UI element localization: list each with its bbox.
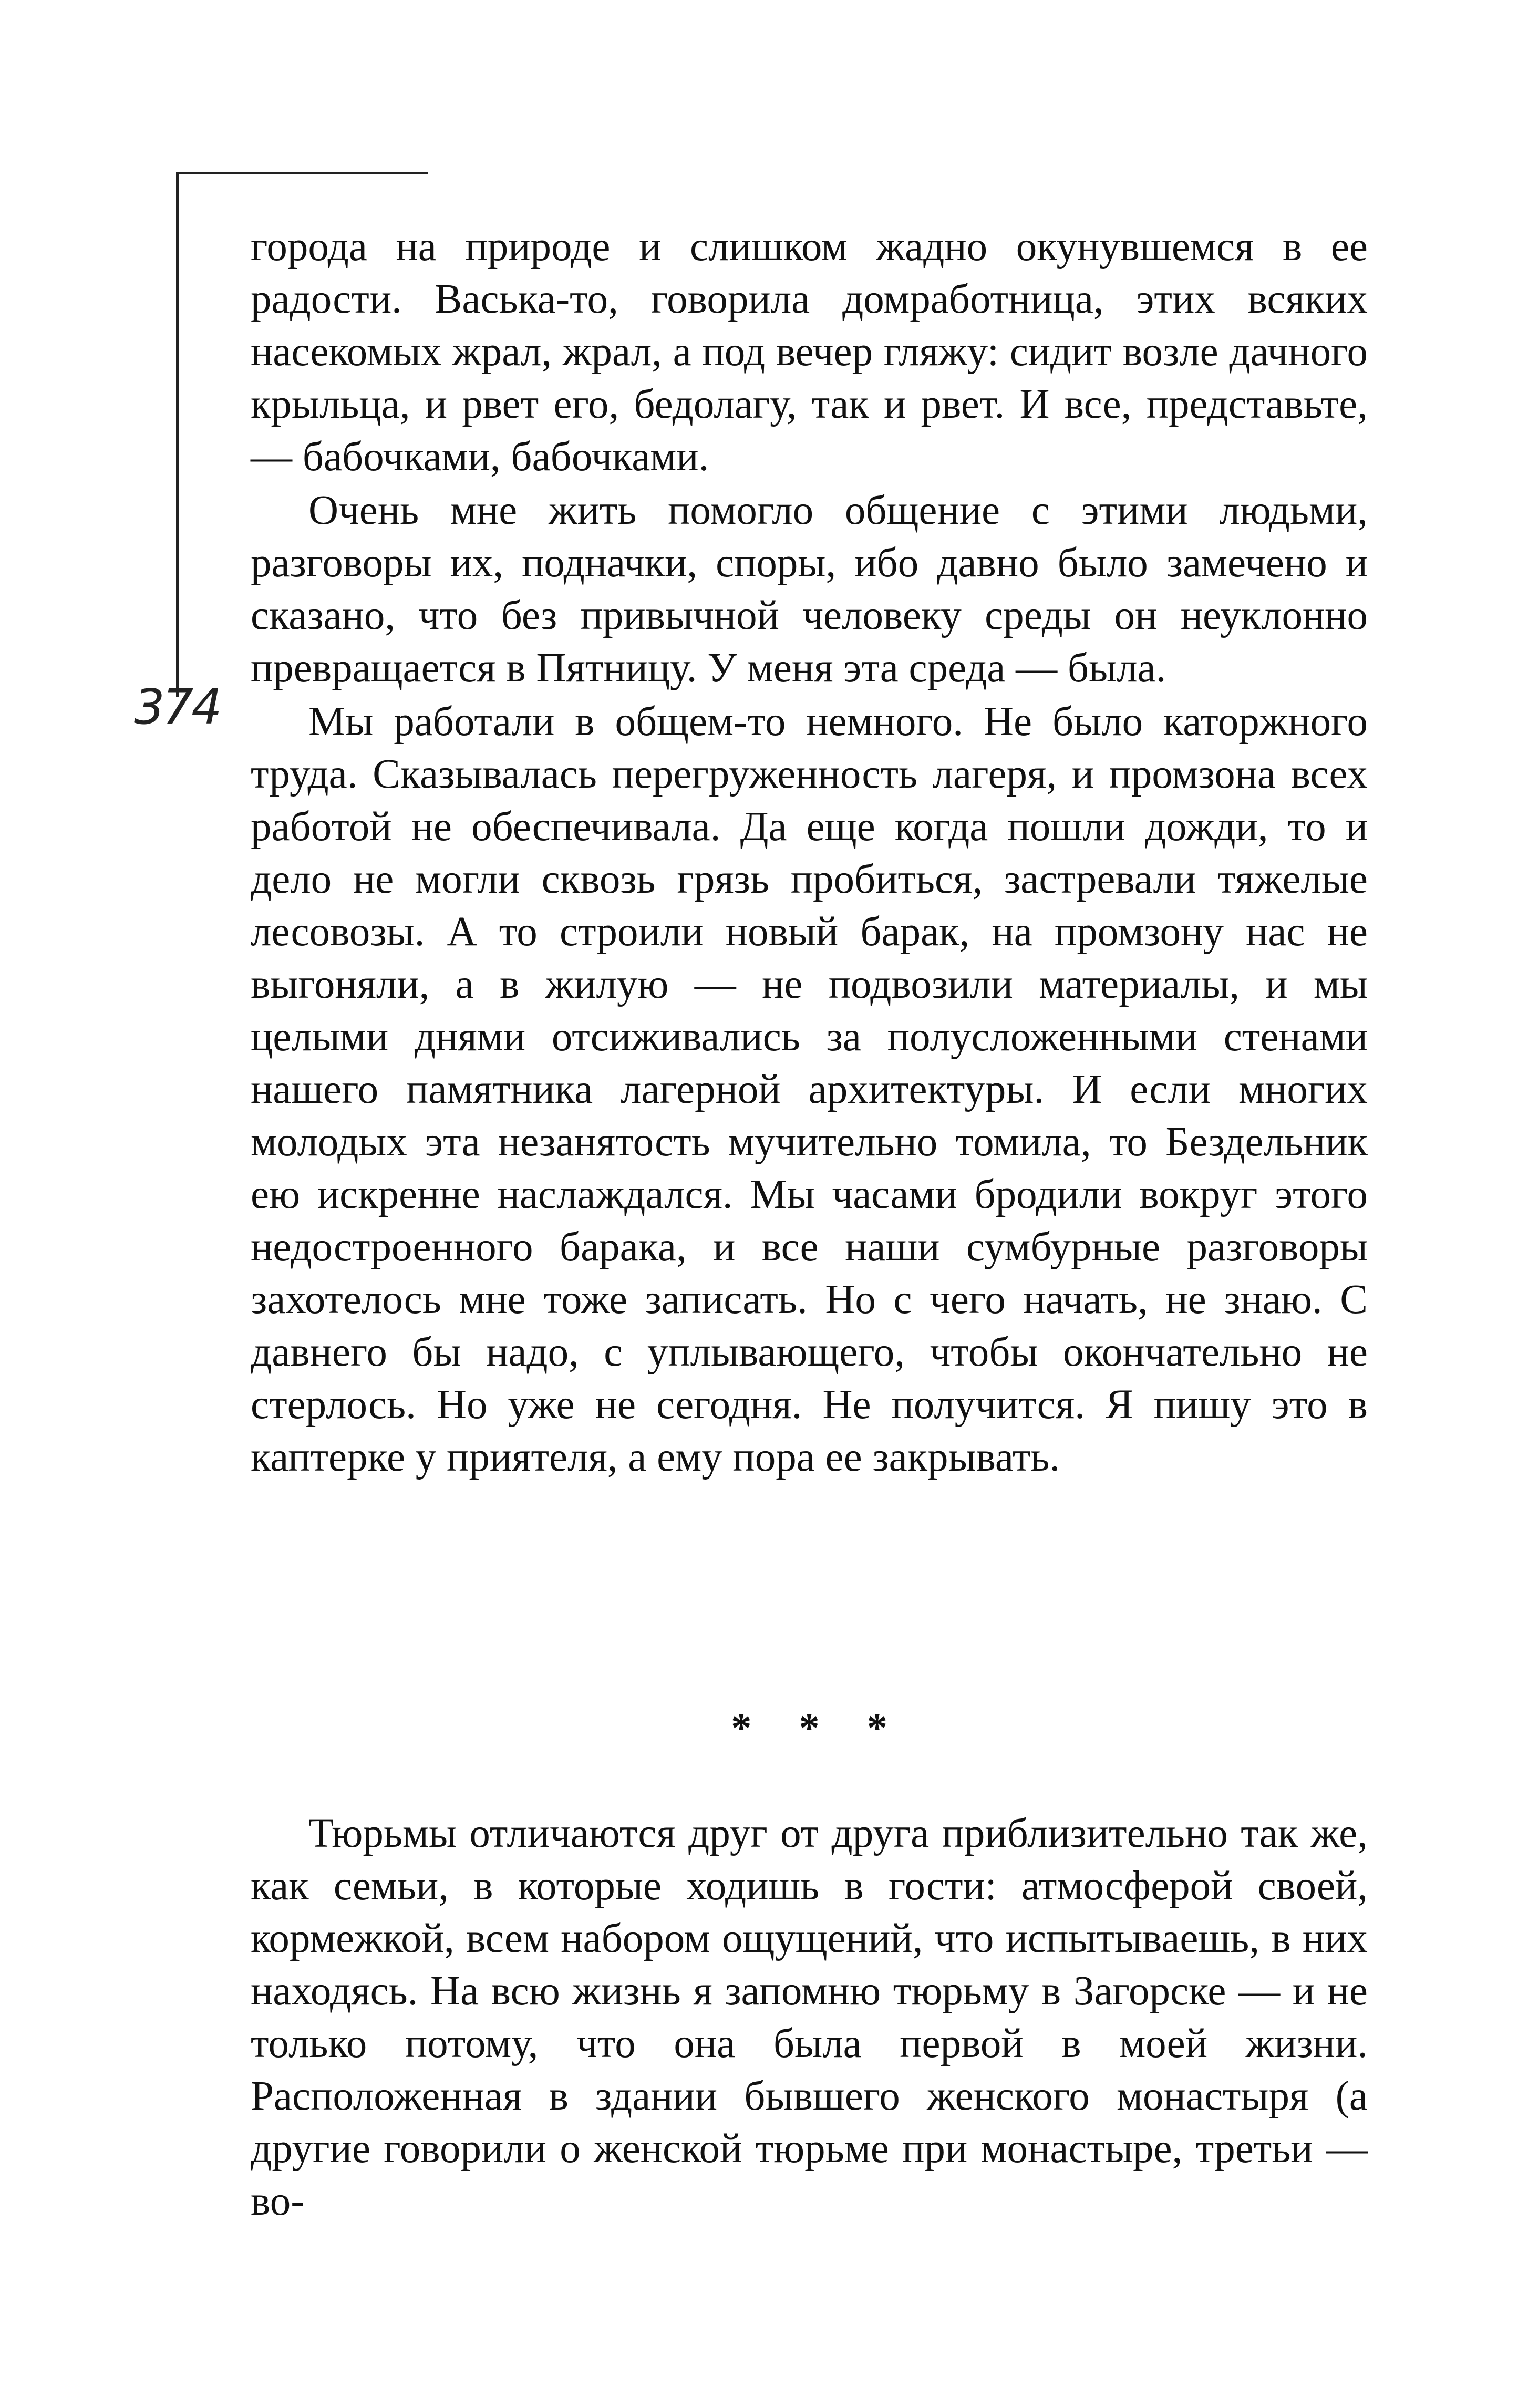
paragraph: Мы работали в общем-то немного. Не было каторжного труда. Сказывалась перегруженность лагеря, и промзона всех работой не обеспечивала. Да еще когда пошли дожди, то и дело не могли сквозь грязь пробиться, застревали тяжелые лесовозы. А то строили новый барак, на промзону нас не выгоняли, а в жилую — не подвозили материалы, и мы целыми днями отсиживались за полусложенными стенами нашего памятника лагерной архитектуры. И если многих молодых эта незанятость мучительно томила, то Бездельник ею искренне наслаждался. Мы часами бродили вокруг этого недостроенного барака, и все наши сумбурные разговоры захотелось мне тоже записать. Но с чего начать, не знаю. С давнего бы надо, с уплывающего, чтобы окончательно не стерлось. Но уже не сегодня. Не получится. Я пишу это в каптерке у приятеля, а ему пора ее закрывать. <box>251 699 1368 1480</box>
text-block-bottom <box>251 1807 1368 2228</box>
paragraph: Очень мне жить помогло общение с этими людьми, разговоры их, подначки, споры, ибо давно было замечено и сказано, что без привычной человеку среды он неуклонно превращается в Пятницу. У меня эта среда — была. <box>251 488 1368 691</box>
text-block-top <box>251 221 1368 1484</box>
paragraph: Тюрьмы отличаются друг от друга приблизительно так же, как семьи, в которые ходишь в гости: атмосферой своей, кормежкой, всем набором ощущений, что испытываешь, в них находясь. На всю жизнь я запомню тюрьму в Загорске — и не только потому, что она была первой в моей жизни. Расположенная в здании бывшего женского монастыря (а другие говорили о женской тюрьме при монастыре, третьи — во- <box>251 1811 1368 2224</box>
handwritten-page-number: 374 <box>134 679 220 735</box>
paragraph-continued: города на природе и слишком жадно окунувшемся в ее радости. Васька-то, говорила домработница, этих всяких насекомых жрал, жрал, а под вечер гляжу: сидит возле дачного крыльца, и рвет его, бедолагу, так и рвет. И все, представьте, — бабочками, бабочками. <box>251 224 1368 480</box>
section-separator: * * * <box>731 1706 887 1751</box>
